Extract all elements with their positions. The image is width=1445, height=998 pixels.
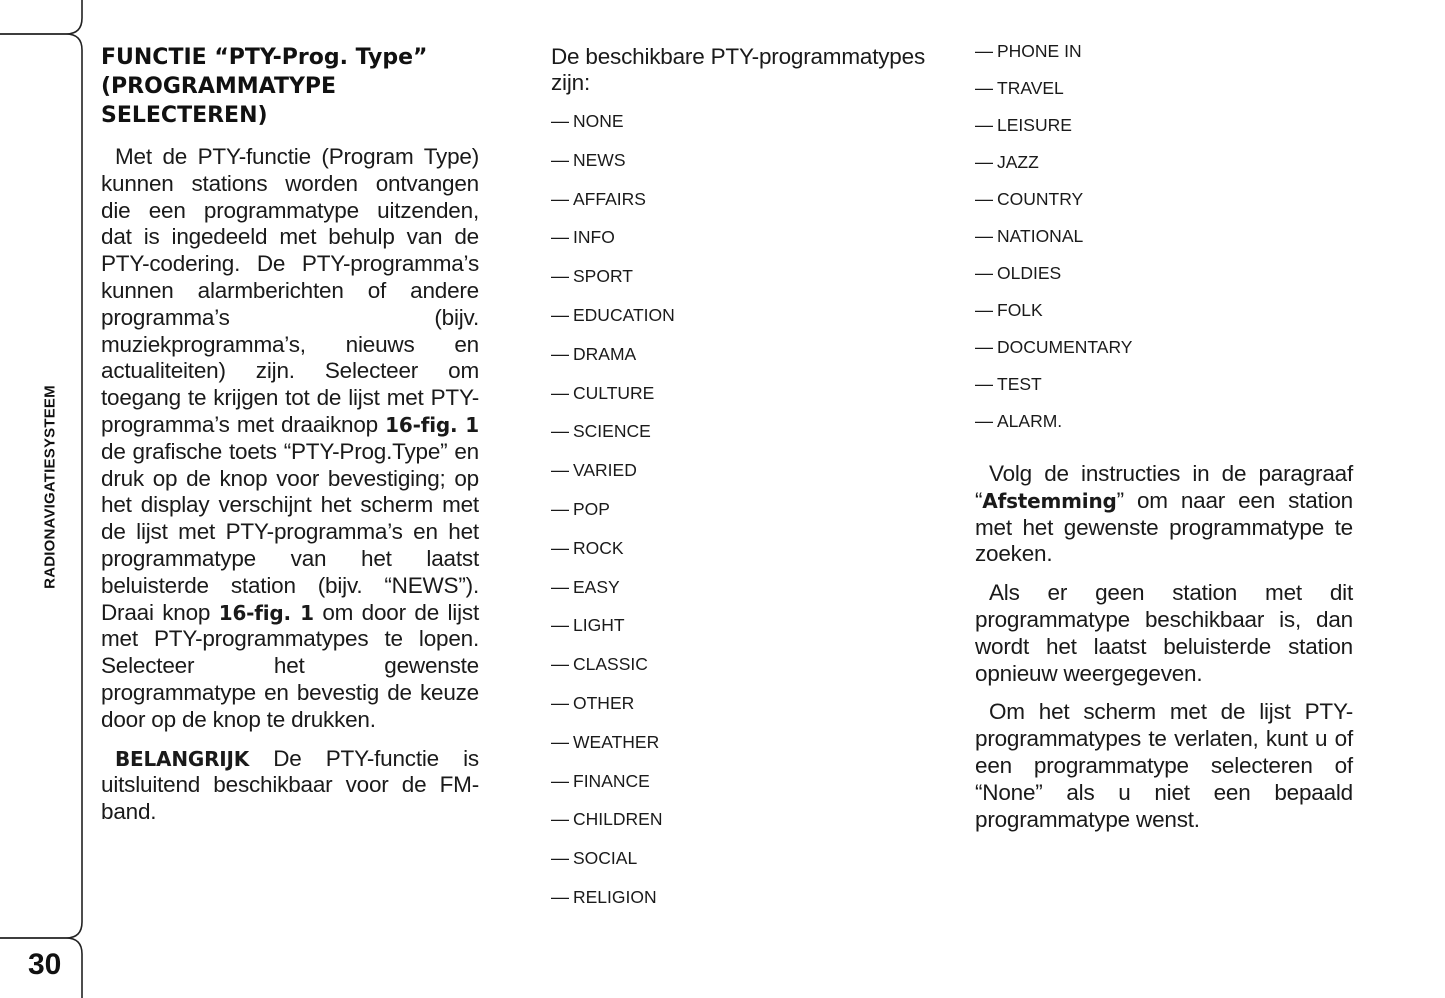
dash-marker: —	[975, 152, 993, 172]
dash-marker: —	[551, 576, 569, 597]
pty-list-item	[551, 343, 931, 382]
pty-type-label: FINANCE	[573, 770, 650, 791]
pty-type-label: NEWS	[573, 149, 626, 170]
pty-list-item	[975, 77, 1353, 114]
dash-marker: —	[975, 300, 993, 320]
pty-type-list-2	[975, 40, 1353, 447]
pty-list-item	[551, 188, 931, 227]
pty-list-item	[551, 653, 931, 692]
pty-desc-text-b: de grafische toets “PTY-Prog.Type” en druk op de knop voor bevestiging; op het display verschijnt het scherm met de lijst met PTY-programma’s en het programmatype van het laatst beluisterde station (bijv. “NEWS”). Draai knop	[101, 438, 479, 625]
dash-marker: —	[551, 731, 569, 752]
dash-marker: —	[975, 41, 993, 61]
heading-line-1: FUNCTIE “PTY-Prog. Type”	[101, 45, 428, 70]
pty-list-item	[551, 847, 931, 886]
dash-marker: —	[551, 498, 569, 519]
pty-list-intro: De beschikbare PTY-programmatypes zijn:	[551, 44, 925, 95]
pty-type-label: WEATHER	[573, 731, 660, 752]
pty-list-item	[975, 188, 1353, 225]
pty-type-label: PHONE IN	[997, 41, 1082, 61]
pty-list-item	[975, 299, 1353, 336]
section-side-label: RADIONAVIGATIESYSTEEM	[41, 385, 59, 589]
dash-marker: —	[975, 226, 993, 246]
exit-list-paragraph: Om het scherm met de lijst PTY-programmatypes te verlaten, kunt u of een programmatype selecteren of “None” als u niet een bepaald programmatype wenst.	[975, 699, 1353, 832]
pty-type-label: NATIONAL	[997, 226, 1084, 246]
column-right	[975, 40, 1353, 845]
dash-marker: —	[551, 809, 569, 830]
pty-type-label: TRAVEL	[997, 78, 1064, 98]
pty-type-label: COUNTRY	[997, 189, 1084, 209]
pty-type-label: VARIED	[573, 460, 637, 481]
pty-type-label: CULTURE	[573, 382, 655, 403]
dash-marker: —	[551, 770, 569, 791]
dash-marker: —	[975, 263, 993, 283]
pty-type-label: SOCIAL	[573, 848, 638, 869]
dash-marker: —	[551, 537, 569, 558]
pty-type-label: AFFAIRS	[573, 188, 646, 209]
tuning-text-b: ” om naar een station met het gewenste programmatype te zoeken.	[975, 487, 1353, 567]
pty-list-item	[551, 459, 931, 498]
dash-marker: —	[551, 266, 569, 287]
dash-marker: —	[551, 848, 569, 869]
pty-description-paragraph	[101, 144, 479, 734]
pty-list-item	[551, 886, 931, 925]
dash-marker: —	[551, 382, 569, 403]
pty-list-item	[551, 226, 931, 265]
dash-marker: —	[975, 115, 993, 135]
dash-marker: —	[551, 149, 569, 170]
important-note-paragraph	[101, 746, 479, 826]
pty-desc-text-c: om door de lijst met PTY-programmatypes te lopen. Selecteer het gewenste programmatype en bevestig de keuze door op de knop te drukken.	[101, 599, 479, 732]
pty-list-item	[551, 770, 931, 809]
pty-type-label: OLDIES	[997, 263, 1062, 283]
pty-list-item	[975, 373, 1353, 410]
dash-marker: —	[551, 304, 569, 325]
pty-list-item	[551, 382, 931, 421]
page-number: 30	[28, 948, 62, 981]
column-left	[101, 40, 479, 838]
dash-marker: —	[975, 189, 993, 209]
pty-list-item	[551, 498, 931, 537]
dash-marker: —	[551, 188, 569, 209]
pty-type-label: LEISURE	[997, 115, 1072, 135]
pty-type-label: NONE	[573, 111, 624, 131]
pty-list-item	[975, 410, 1353, 447]
pty-type-label: JAZZ	[997, 152, 1039, 172]
pty-type-label: INFO	[573, 227, 615, 248]
pty-type-label: CLASSIC	[573, 654, 648, 675]
pty-type-list-1	[551, 110, 931, 925]
pty-list-item	[551, 808, 931, 847]
important-note-text: De PTY-functie is uitsluitend beschikbaar voor de FM-band.	[101, 745, 479, 825]
pty-type-label: ALARM.	[997, 411, 1063, 431]
knob-reference-1: 16-fig. 1	[385, 412, 479, 437]
dash-marker: —	[551, 886, 569, 907]
pty-list-item	[551, 110, 931, 149]
pty-type-label: SPORT	[573, 266, 633, 287]
dash-marker: —	[975, 78, 993, 98]
pty-list-item	[551, 420, 931, 459]
dash-marker: —	[975, 411, 993, 431]
pty-list-item	[975, 336, 1353, 373]
pty-desc-text-a: Met de PTY-functie (Program Type) kunnen stations worden ontvangen die een programmatype uitzenden, dat is ingedeeld met behulp van de PTY-codering. De PTY-programma’s kunnen alarmberichten of andere programma’s (bijv. muziekprogramma’s, nieuws en actualiteiten) zijn. Selecteer om toegang te krijgen tot de lijst met PTY-programma’s met draaiknop	[101, 144, 479, 437]
pty-list-item	[551, 731, 931, 770]
pty-list-item	[975, 151, 1353, 188]
pty-list-item	[551, 576, 931, 615]
pty-type-label: ROCK	[573, 537, 624, 558]
heading-line-2: (PROGRAMMATYPE	[101, 74, 337, 99]
pty-type-label: EDUCATION	[573, 304, 675, 325]
tuning-instruction-paragraph	[975, 461, 1353, 568]
dash-marker: —	[551, 692, 569, 713]
dash-marker: —	[551, 421, 569, 442]
pty-type-label: RELIGION	[573, 886, 657, 907]
pty-type-label: LIGHT	[573, 615, 625, 636]
pty-list-item	[551, 614, 931, 653]
tuning-text-a: Volg de instructies in de paragraaf “	[975, 461, 1353, 513]
knob-reference-2: 16-fig. 1	[218, 600, 314, 625]
dash-marker: —	[551, 654, 569, 675]
pty-list-item	[551, 692, 931, 731]
afstemming-reference: Afstemming	[982, 488, 1117, 513]
dash-marker: —	[551, 343, 569, 364]
dash-marker: —	[975, 337, 993, 357]
dash-marker: —	[551, 460, 569, 481]
pty-type-label: TEST	[997, 374, 1042, 394]
pty-type-label: DRAMA	[573, 343, 637, 364]
important-label: BELANGRIJK	[115, 746, 250, 771]
column-middle	[551, 40, 931, 925]
pty-type-label: DOCUMENTARY	[997, 337, 1133, 357]
pty-list-item	[551, 149, 931, 188]
dash-marker: —	[551, 111, 569, 131]
dash-marker: —	[551, 227, 569, 248]
pty-type-label: CHILDREN	[573, 809, 663, 830]
dash-marker: —	[551, 615, 569, 636]
pty-type-label: OTHER	[573, 692, 635, 713]
pty-list-item	[975, 40, 1353, 77]
pty-list-item	[975, 114, 1353, 151]
pty-type-label: POP	[573, 498, 610, 519]
pty-type-label: FOLK	[997, 300, 1043, 320]
dash-marker: —	[975, 374, 993, 394]
no-station-paragraph: Als er geen station met dit programmatype beschikbaar is, dan wordt het laatst beluisterde station opnieuw weergegeven.	[975, 580, 1353, 686]
pty-type-label: SCIENCE	[573, 421, 651, 442]
pty-list-item	[975, 225, 1353, 262]
pty-type-label: EASY	[573, 576, 620, 597]
pty-list-item	[975, 262, 1353, 299]
pty-list-item	[551, 265, 931, 304]
heading-line-3: SELECTEREN)	[101, 103, 268, 128]
pty-list-item	[551, 304, 931, 343]
pty-list-item	[551, 537, 931, 576]
section-heading	[101, 43, 479, 130]
